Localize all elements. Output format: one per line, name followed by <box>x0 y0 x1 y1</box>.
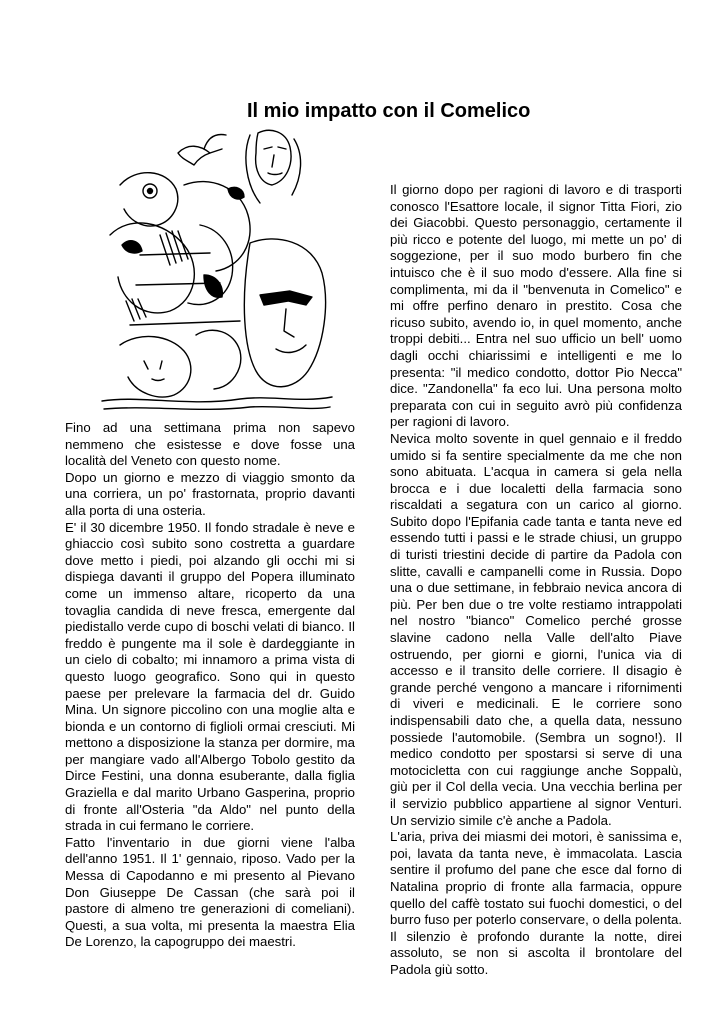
paragraph: Fatto l'inventario in due giorni viene l'alba dell'anno 1951. Il 1' gennaio, riposo. Vado per la Messa di Capodanno e mi presento al Pievano Don Giuseppe De Cassan (che sarà poi il pastore di almeno tre generazioni di comeliani). Questi, a sua volta, mi presenta la maestra Elia De Lorenzo, la capogruppo dei maestri. <box>65 834 355 950</box>
paragraph: Nevica molto sovente in quel gennaio e il freddo umido si fa sentire specialmente da me che non sono abituata. L'acqua in camera si gela nella brocca e i due localetti della farmacia sono riscaldati a segatura con un carico al giorno. Subito dopo l'Epifania cade tanta e tanta neve ed essendo tutti i passi e le strade chiusi, un gruppo di turisti triestini decide di partire da Padola con slitte, cavalli e campanelli come in Russia. Dopo una o due settimane, in febbraio nevica ancora di più. Per ben due o tre volte restiamo intrappolati nel nostro "bianco" Comelico perché grosse slavine cadono nella Valle dell'alto Piave ostruendo, per giorni e giorni, l'unica via di accesso e il transito delle corriere. Il disagio è grande perché vengono a mancare i rifornimenti di viveri e medicinali. E le corriere sono indispensabili dato che, a quella data, nessuno possiede l'automobile. (Sembra un sogno!). Il medico condotto per spostarsi si serve di una motocicletta con cui raggiunge anche Soppalù, giù per il Col della vecia. Una vecchia berlina per il servizio pubblico appartiene al signor Venturi. Un servizio simile c'è anche a Padola. <box>390 430 682 828</box>
article-title: Il mio impatto con il Comelico <box>247 100 531 122</box>
right-column <box>390 182 682 979</box>
paragraph: Il giorno dopo per ragioni di lavoro e di trasporti conosco l'Esattore locale, il signor Titta Fiori, zio dei Giacobbi. Questo personaggio, certamente il più ricco e potente del luogo, mi mette un po' di soggezione, per il suo modo burbero fin che intuisco che è il suo modo d'essere. Alla fine si complimenta, mi da il "benvenuta in Comelico" e mi offre perfino denaro in prestito. Cosa che ricuso subito, avendo io, in quel momento, anche troppi debiti... Entra nel suo ufficio un bell' uomo dagli occhi chiarissimi e intelligenti e me lo presenta: "il medico condotto, dottor Pio Necca" dice. "Zandonella" fa eco lui. Una persona molto preparata con cui in seguito avrò più confidenza per ragioni di lavoro. <box>390 182 682 430</box>
ink-illustration <box>100 125 335 415</box>
left-column <box>65 420 355 951</box>
paragraph: Dopo un giorno e mezzo di viaggio smonto da una corriera, un po' frastornata, proprio davanti alla porta di una osteria. <box>65 469 355 518</box>
paragraph: Fino ad una settimana prima non sapevo nemmeno che esistesse e dove fosse una località del Veneto con questo nome. <box>65 420 355 469</box>
paragraph: E' il 30 dicembre 1950. Il fondo stradale è neve e ghiaccio così subito sono costretta a guardare dove metto i piedi, poi alzando gli occhi mi si dispiega davanti il gruppo del Popera illuminato come un immenso altare, ricoperto da una tovaglia candida di neve fresca, emergente dal piedistallo verde cupo di boschi velati di bianco. Il freddo è pungente ma il sole è dardeggiante in un cielo di cobalto; mi innamoro a prima vista di questo luogo geografico. Sono qui in questo paese per prelevare la farmacia del dr. Guido Mina. Un signore piccolino con una moglie alta e bionda e un contorno di figlioli ormai cresciuti. Mi mettono a disposizione la stanza per dormire, ma per mangiare vado all'Albergo Tobolo gestito da Dirce Festini, una donna esuberante, dalla figlia Graziella e dal marito Urbano Gasperina, proprio di fronte all'Osteria "da Aldo" nel punto della strada in cui fermano le corriere. <box>65 519 355 834</box>
paragraph: L'aria, priva dei miasmi dei motori, è sanissima e, poi, lavata da tanta neve, è immacolata. Lascia sentire il profumo del pane che esce dal forno di Natalina proprio di fronte alla farmacia, oppure quello del caffè tostato sui fuochi domestici, o del burro fuso per poterlo conservare, o della polenta. Il silenzio è profondo durante la notte, direi assoluto, se non si ascolta il brontolare del Padola giù sotto. <box>390 829 682 977</box>
